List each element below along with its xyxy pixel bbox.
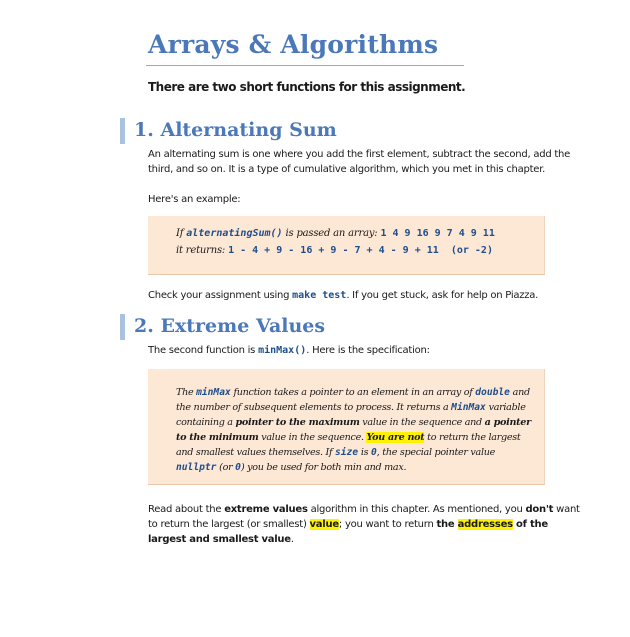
highlight-addresses: addresses xyxy=(457,519,513,530)
size-code: size xyxy=(335,447,359,458)
notes-text: . xyxy=(290,534,294,545)
title-underline xyxy=(146,65,464,66)
notes-text: ; you want to return xyxy=(338,519,437,530)
spec-text: value in the sequence and xyxy=(359,417,485,428)
spec-text: , the special pointer value xyxy=(376,447,495,458)
intro-text: The second function is xyxy=(148,345,259,356)
example-text: If xyxy=(176,228,187,239)
zero-code: 0 xyxy=(371,447,377,458)
spec-text: value in the sequence. xyxy=(258,432,367,443)
alternating-sum-description: An alternating sum is one where you add the first element, subtract the second, add the third, and so on. It is a type of cumulative algorithm, which you met in this chapter. xyxy=(148,149,570,175)
example-callout-box xyxy=(148,216,545,275)
example-lead: Here's an example: xyxy=(148,194,241,205)
emphasis-dont: don't xyxy=(525,504,554,515)
emphasis-min-pointer: a pointer to the minimum xyxy=(176,417,531,443)
spec-text: (or xyxy=(216,462,236,473)
specification-callout-box xyxy=(148,369,545,485)
zero-code: 0 xyxy=(235,462,241,473)
notes-text: want to return the largest (or smallest) xyxy=(148,504,580,530)
notes-text: algorithm in this chapter. As mentioned, you xyxy=(307,504,526,515)
check-instructions xyxy=(148,288,580,303)
example-line-output xyxy=(176,245,493,256)
section-title-extreme-values: 2. Extreme Values xyxy=(134,315,326,337)
page-title: Arrays & Algorithms xyxy=(148,30,439,59)
make-test-code: make test xyxy=(292,290,347,301)
spec-text: is xyxy=(358,447,372,458)
section-title-alternating-sum: 1. Alternating Sum xyxy=(134,119,337,141)
minmax-code: minMax xyxy=(196,387,231,398)
example-text: is passed an array: xyxy=(282,228,381,239)
double-type-code: double xyxy=(475,387,510,398)
check-text: . If you get stuck, ask for help on Piazza. xyxy=(346,290,539,301)
example-line-input xyxy=(176,228,495,239)
intro-text: . Here is the specification: xyxy=(306,345,430,356)
emphasis-largest-smallest: of the largest and smallest value xyxy=(148,519,548,545)
highlight-value: value xyxy=(309,519,339,530)
spec-text: and the number of subsequent elements to process. It returns a xyxy=(176,387,530,413)
emphasis-extreme-values: extreme values xyxy=(224,504,308,515)
spec-text: variable containing a xyxy=(176,402,526,428)
minmax-function-code: minMax() xyxy=(258,345,307,356)
nullptr-code: nullptr xyxy=(176,462,217,473)
spec-text: The xyxy=(176,387,197,398)
spec-text: to return the largest and smallest values themselves. If xyxy=(176,432,521,458)
emphasis-the: the xyxy=(436,519,458,530)
minmax-type-code: MinMax xyxy=(451,402,486,413)
result-expression-code: 1 - 4 + 9 - 16 + 9 - 7 + 4 - 9 + 11 (or -2) xyxy=(228,245,493,256)
extreme-values-notes xyxy=(148,502,580,547)
example-text: it returns: xyxy=(176,245,229,256)
check-text: Check your assignment using xyxy=(148,290,293,301)
section-marker-bar xyxy=(120,314,125,340)
emphasis-max-pointer: pointer to the maximum xyxy=(235,417,360,428)
highlight-you-are-not: You are not xyxy=(366,432,425,443)
spec-text: function takes a pointer to an element in an array of xyxy=(230,387,476,398)
notes-text: Read about the xyxy=(148,504,225,515)
spec-text: ) you be used for both min and max. xyxy=(240,462,407,473)
section-marker-bar xyxy=(120,118,125,144)
input-array-code: 1 4 9 16 9 7 4 9 11 xyxy=(380,228,495,239)
extreme-values-intro xyxy=(148,343,580,358)
assignment-intro: There are two short functions for this assignment. xyxy=(148,80,466,94)
function-name-code: alternatingSum() xyxy=(186,228,283,239)
specification-text xyxy=(176,385,536,475)
